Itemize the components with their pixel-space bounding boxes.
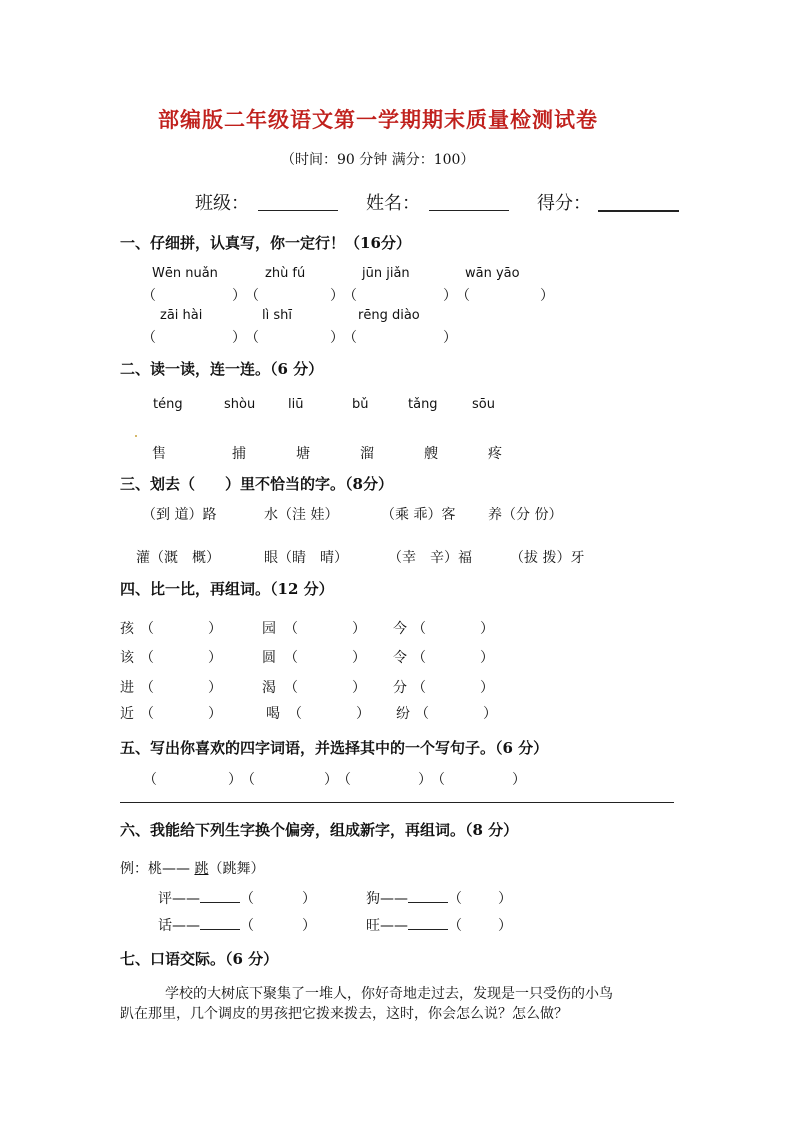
match-char[interactable]: 溜 (360, 446, 374, 462)
section-5-heading: 五、写出你喜欢的四字词语，并选择其中的一个写句子。（6 分） (120, 739, 549, 757)
answer-bracket-close: ） (480, 621, 494, 637)
answer-bracket-close: ） (352, 650, 366, 666)
answer-bracket-open: （ (245, 288, 259, 304)
choice-item[interactable]: （幸 辛）福 (388, 550, 472, 566)
choice-item[interactable]: 眼（睛 晴） (264, 550, 348, 566)
answer-bracket-open: （ (140, 680, 154, 696)
radical-item: 话—— （ ） (158, 918, 316, 934)
pinyin-item: lì shī (262, 308, 292, 323)
match-char[interactable]: 售 (152, 446, 166, 462)
answer-bracket-close: ） (228, 772, 242, 788)
answer-bracket-open: （ (337, 772, 351, 788)
compare-char: 进 (120, 680, 134, 696)
answer-bracket-close: ） (512, 772, 526, 788)
example-prefix: 例：桃—— (120, 861, 190, 877)
answer-bracket-open: （ (241, 772, 255, 788)
answer-bracket-open: （ (140, 650, 154, 666)
answer-bracket-close: ） (352, 680, 366, 696)
compare-char: 园 (262, 621, 276, 637)
compare-char: 今 (393, 621, 407, 637)
answer-bracket-open: （ (343, 288, 357, 304)
answer-bracket-close: ） (330, 330, 344, 346)
compare-char: 孩 (120, 621, 134, 637)
answer-bracket-open: （ (288, 706, 302, 722)
answer-bracket-close: ） (330, 288, 344, 304)
compare-char: 喝 (266, 706, 280, 722)
compare-char: 近 (120, 706, 134, 722)
pinyin-item: shòu (224, 397, 256, 412)
pinyin-item: téng (153, 397, 183, 412)
match-char[interactable]: 艘 (424, 446, 438, 462)
choice-item[interactable]: 养（分 份） (488, 507, 563, 523)
answer-bracket-open: （ (140, 621, 154, 637)
answer-bracket-close: ） (208, 621, 222, 637)
answer-bracket-open: （ (284, 650, 298, 666)
section-4-heading: 四、比一比，再组词。（12 分） (120, 580, 334, 598)
ink-dot (135, 435, 137, 437)
answer-bracket-close: ） (480, 650, 494, 666)
answer-bracket-open: （ (284, 680, 298, 696)
answer-bracket-open: （ (142, 288, 156, 304)
answer-bracket-open: （ (412, 621, 426, 637)
choice-item[interactable]: （到 道）路 (142, 507, 217, 523)
sentence-answer-line[interactable] (120, 802, 674, 803)
answer-bracket-close: ） (443, 330, 457, 346)
pinyin-item: tǎng (408, 397, 438, 412)
example-line (120, 858, 264, 878)
match-char[interactable]: 塘 (296, 446, 310, 462)
pinyin-item: liū (288, 397, 304, 412)
answer-bracket-close: ） (232, 288, 246, 304)
answer-bracket-open: （ (143, 772, 157, 788)
name-label: 姓名： (366, 193, 420, 214)
scenario-text: 趴在那里，几个调皮的男孩把它拨来拨去，这时，你会怎么说？怎么做？ (120, 1006, 568, 1022)
choice-item[interactable]: （乘 乖）客 (381, 507, 456, 523)
compare-char: 纷 (396, 706, 410, 722)
score-blank[interactable] (598, 210, 679, 212)
pinyin-item: sōu (472, 397, 495, 412)
new-char-blank[interactable] (408, 902, 448, 903)
section-2-heading: 二、读一读，连一连。（6 分） (120, 360, 324, 378)
answer-bracket-open: （ (415, 706, 429, 722)
pinyin-item: Wēn nuǎn (152, 266, 218, 281)
answer-bracket-open: （ (412, 680, 426, 696)
radical-item: 旺—— （ ） (366, 918, 512, 934)
match-char[interactable]: 捕 (232, 446, 246, 462)
answer-bracket-close: ） (418, 772, 432, 788)
answer-bracket-open: （ (431, 772, 445, 788)
answer-bracket-close: ） (208, 706, 222, 722)
answer-bracket-open: （ (142, 330, 156, 346)
compare-char: 圆 (262, 650, 276, 666)
match-char[interactable]: 疼 (488, 446, 502, 462)
new-char-blank[interactable] (200, 929, 240, 930)
answer-bracket-open: （ (412, 650, 426, 666)
answer-bracket-open: （ (343, 330, 357, 346)
score-label: 得分： (537, 193, 591, 214)
radical-item: 狗—— （ ） (366, 891, 512, 907)
name-blank[interactable] (429, 210, 509, 211)
answer-bracket-close: ） (480, 680, 494, 696)
example-word: （跳舞） (208, 861, 265, 877)
pinyin-item: bǔ (352, 397, 369, 412)
pinyin-item: wān yāo (465, 266, 520, 281)
scenario-text: 学校的大树底下聚集了一堆人，你好奇地走过去，发现是一只受伤的小鸟 (165, 986, 613, 1002)
choice-item[interactable]: 灌（溉 概） (136, 550, 220, 566)
compare-char: 渴 (262, 680, 276, 696)
choice-item[interactable]: 水（洼 娃） (264, 507, 339, 523)
section-6-heading: 六、我能给下列生字换个偏旁，组成新字，再组词。（8 分） (120, 821, 519, 839)
class-blank[interactable] (258, 210, 338, 211)
answer-bracket-close: ） (324, 772, 338, 788)
answer-bracket-close: ） (208, 680, 222, 696)
compare-char: 该 (120, 650, 134, 666)
example-char: 跳 (194, 861, 209, 877)
answer-bracket-close: ） (483, 706, 497, 722)
answer-bracket-close: ） (540, 288, 554, 304)
answer-bracket-open: （ (456, 288, 470, 304)
answer-bracket-close: ） (352, 621, 366, 637)
pinyin-item: zhù fú (265, 266, 306, 281)
answer-bracket-close: ） (232, 330, 246, 346)
page-title: 部编版二年级语文第一学期期末质量检测试卷 (158, 107, 598, 132)
pinyin-item: rēng diào (358, 308, 420, 323)
answer-bracket-close: ） (356, 706, 370, 722)
exam-info: （时间：90 分钟 满分：100） (281, 152, 475, 168)
section-3-heading: 三、划去（ ）里不恰当的字。（8分） (120, 475, 393, 493)
pinyin-item: zāi hài (160, 308, 203, 323)
pinyin-item: jūn jiǎn (362, 266, 410, 281)
class-label: 班级： (195, 193, 249, 214)
new-char-blank[interactable] (200, 902, 240, 903)
compare-char: 令 (393, 650, 407, 666)
section-7-heading: 七、口语交际。（6 分） (120, 950, 279, 968)
section-1-heading: 一、仔细拼，认真写，你一定行！（16分） (120, 234, 411, 252)
answer-bracket-open: （ (245, 330, 259, 346)
compare-char: 分 (393, 680, 407, 696)
answer-bracket-open: （ (140, 706, 154, 722)
new-char-blank[interactable] (408, 929, 448, 930)
radical-item: 评—— （ ） (158, 891, 316, 907)
answer-bracket-open: （ (284, 621, 298, 637)
choice-item[interactable]: （拔 拨）牙 (510, 550, 585, 566)
answer-bracket-close: ） (208, 650, 222, 666)
answer-bracket-close: ） (443, 288, 457, 304)
